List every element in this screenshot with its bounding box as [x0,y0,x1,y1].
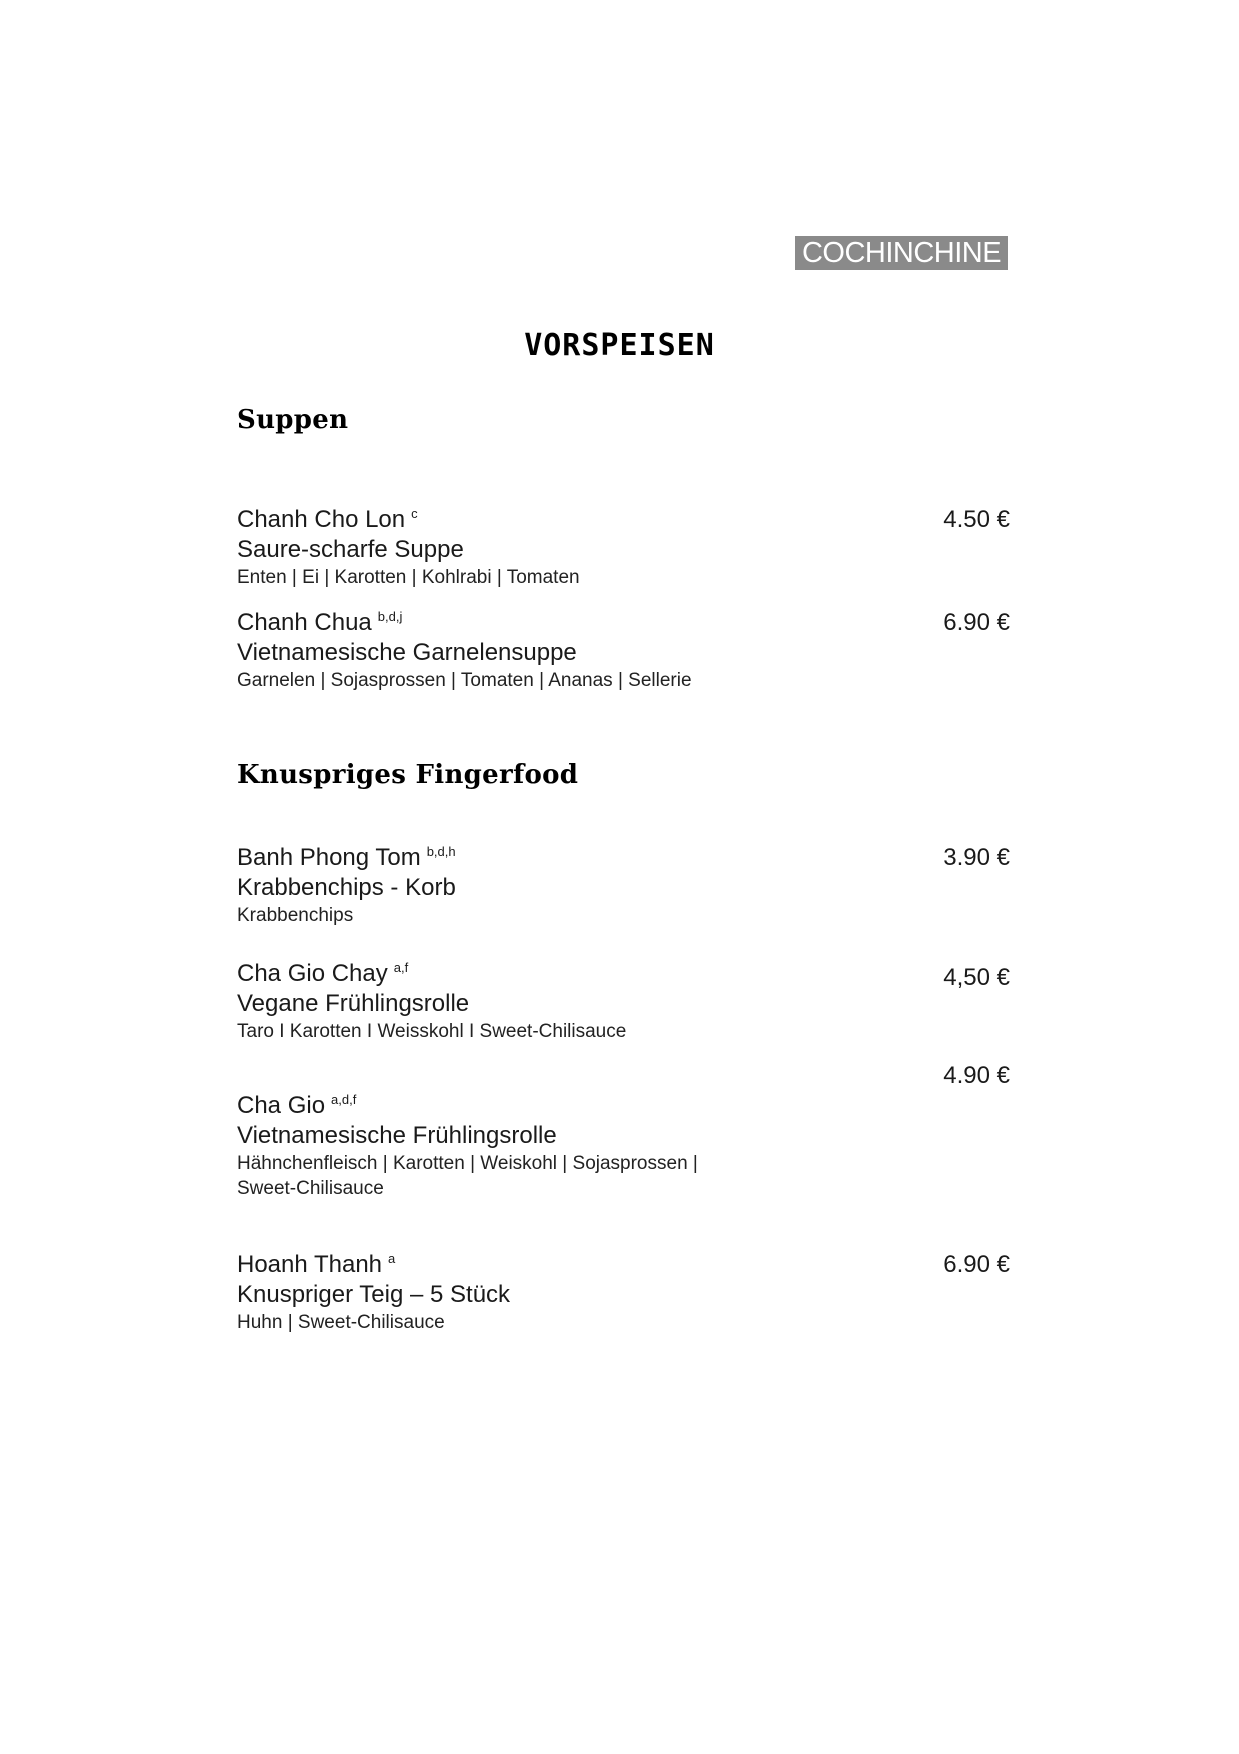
allergen-codes: b,d,j [377,609,403,624]
item-subtitle: Vietnamesische Frühlingsrolle [237,1122,557,1149]
section-title-suppen: Suppen [237,405,349,435]
item-price: 6.90 € [943,1251,1010,1278]
item-description: Huhn | Sweet-Chilisauce [237,1312,445,1333]
item-description: Enten | Ei | Karotten | Kohlrabi | Tomaten [237,567,580,588]
item-price: 4.90 € [943,1062,1010,1089]
item-price: 4.50 € [943,506,1010,533]
item-name: Banh Phong Tom $^{b,d,h}$ [237,844,456,871]
item-subtitle: Krabbenchips - Korb [237,874,456,901]
item-name: Hoanh Thanh $^a$ [237,1251,396,1278]
item-name: Cha Gio Chay $^{a,f}$ [237,960,409,987]
page-title: VORSPEISEN [524,328,715,363]
item-name: Chanh Cho Lon $^c$ [237,506,418,533]
item-description: Garnelen | Sojasprossen | Tomaten | Ananas | Sellerie [237,670,692,691]
item-name: Cha Gio $^{a,d,f}$ [237,1092,357,1119]
allergen-codes: a [388,1251,396,1266]
item-price: 4,50 € [943,964,1010,991]
item-description: Hähnchenfleisch | Karotten | Weiskohl | Sojasprossen | Sweet-Chilisauce [237,1153,698,1199]
allergen-codes: b,d,h [426,844,456,859]
item-subtitle: Vegane Frühlingsrolle [237,990,470,1017]
item-subtitle: Saure-scharfe Suppe [237,536,464,563]
item-subtitle: Knuspriger Teig – 5 Stück [237,1281,511,1308]
allergen-codes: a,f [393,960,409,975]
allergen-codes: a,d,f [331,1092,357,1107]
item-price: 3.90 € [943,844,1010,871]
menu-item-chanh-chua [237,608,1012,693]
item-subtitle: Vietnamesische Garnelensuppe [237,639,577,666]
item-price: 6.90 € [943,609,1010,636]
item-description: Krabbenchips [237,905,354,926]
allergen-codes: c [411,506,418,521]
section-title-fingerfood: Knuspriges Fingerfood [237,760,579,790]
menu-item-cha-gio-chay [237,959,1012,1044]
item-description: Taro I Karotten I Weisskohl I Sweet-Chilisauce [237,1021,627,1042]
menu-item-cha-gio [237,1091,1012,1201]
item-name: Chanh Chua $^{b,d,j}$ [237,609,403,636]
menu-item-chanh-cho-lon [237,505,1012,590]
brand-logo: COCHINCHINE [795,236,1008,270]
menu-item-hoanh-thanh [237,1250,1012,1335]
menu-item-banh-phong-tom [237,843,1012,928]
